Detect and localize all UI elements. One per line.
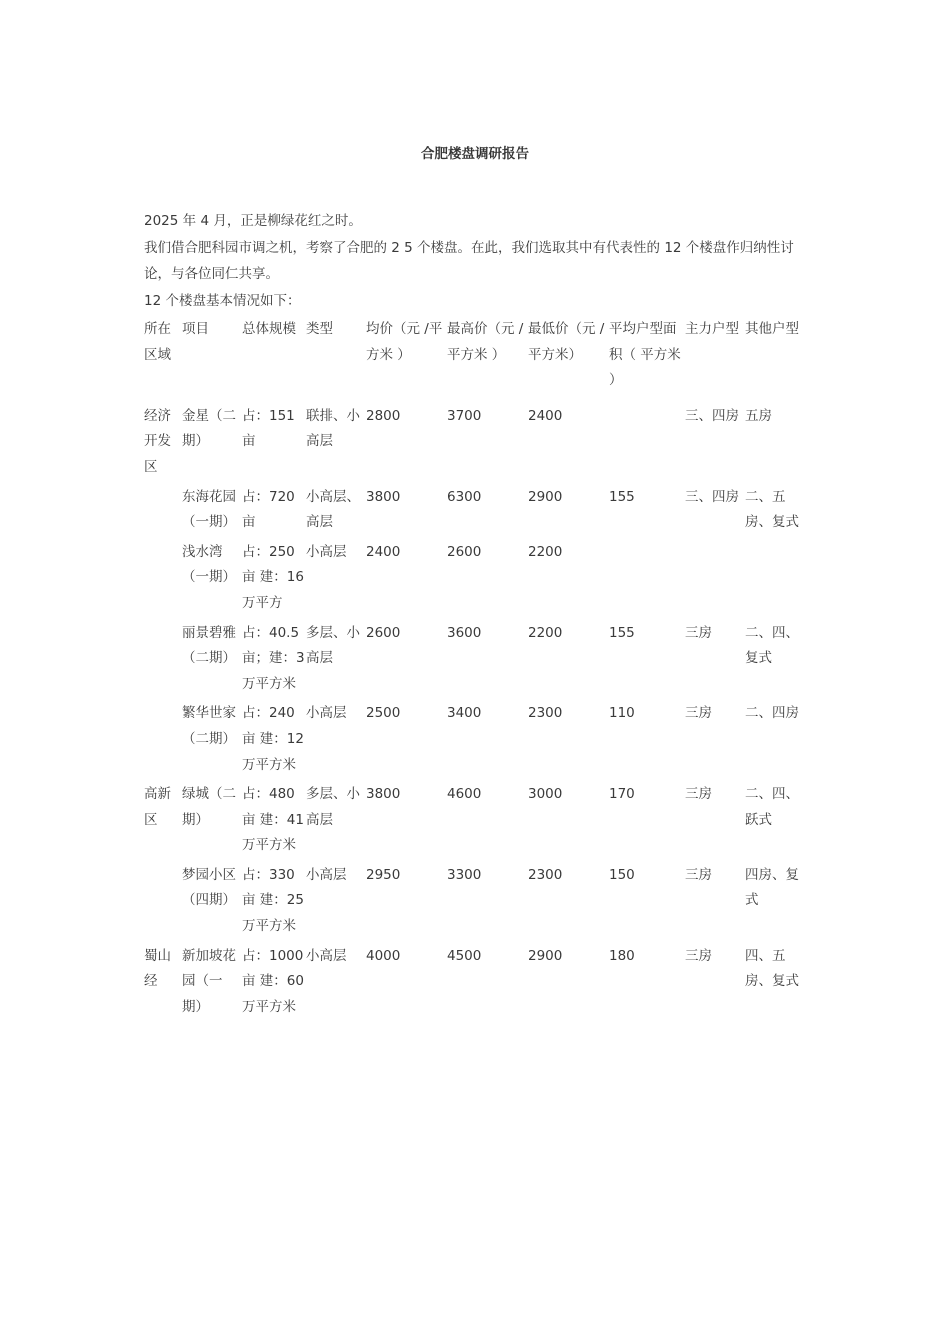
cell-max-price: 6300 (447, 488, 482, 505)
cell-avg-area (609, 540, 685, 621)
cell-district (144, 863, 182, 944)
cell-avg-area: 150 (609, 866, 635, 883)
cell-project: 梦园小区（四期） (182, 866, 236, 909)
cell-max-price: 3700 (447, 407, 482, 424)
cell-avg-price: 3800 (366, 488, 401, 505)
cell-type: 多层、小高层 (306, 786, 360, 828)
cell-scale: 占：330 亩 建：25 万平方米 (242, 866, 304, 935)
cell-type: 小高层 (306, 866, 347, 883)
cell-scale: 占：250 亩 建：16 万平方 (242, 543, 304, 611)
cell-project: 繁华世家（二期） (182, 705, 236, 747)
cell-main-layout (685, 540, 745, 621)
cell-district (144, 621, 182, 702)
cell-scale: 占：720 亩 (242, 488, 295, 531)
cell-avg-area: 155 (609, 624, 635, 641)
intro-paragraph: 我们借合肥科园市调之机，考察了合肥的 2 5 个楼盘。在此，我们选取其中有代表性的 12 个楼盘作归纳性讨论，与各位同仁共享。 (144, 240, 794, 282)
header-main-layout: 主力户型 (685, 321, 739, 337)
intro-date-line: 2025 年 4 月，正是柳绿花红之时。 (144, 213, 362, 229)
cell-type: 小高层 (306, 705, 347, 722)
cell-other-layout: 五房 (745, 407, 772, 424)
table-header-row (144, 317, 808, 404)
cell-project: 绿城（二期） (182, 786, 236, 828)
cell-avg-price: 2600 (366, 624, 401, 641)
cell-district (144, 485, 182, 540)
header-min-price: 最低价（元 /平方米） (528, 321, 605, 363)
cell-other-layout: 二、四、跃式 (745, 786, 799, 828)
cell-max-price: 4500 (447, 947, 482, 964)
cell-main-layout: 三房 (685, 786, 712, 803)
header-other-layout: 其他户型 (745, 321, 799, 337)
cell-main-layout: 三、四房 (685, 407, 739, 424)
cell-min-price: 2300 (528, 705, 563, 722)
cell-min-price: 2200 (528, 624, 563, 641)
header-project: 项目 (182, 321, 209, 337)
cell-main-layout: 三房 (685, 624, 712, 641)
cell-district (144, 540, 182, 621)
header-avg-price: 均价（元 /平方米 ） (366, 321, 443, 363)
cell-other-layout: 四房、复式 (745, 866, 799, 909)
table-row (144, 404, 808, 485)
table-row (144, 863, 808, 944)
table-row (144, 701, 808, 782)
cell-min-price: 2300 (528, 866, 563, 883)
cell-min-price: 2400 (528, 407, 563, 424)
cell-max-price: 3600 (447, 624, 482, 641)
cell-scale: 占：480 亩 建：41 万平方米 (242, 786, 304, 854)
table-row (144, 782, 808, 863)
property-table (144, 317, 808, 1024)
table-row (144, 621, 808, 702)
header-type: 类型 (306, 321, 333, 337)
cell-avg-area: 180 (609, 947, 635, 964)
table-intro-line: 12 个楼盘基本情况如下： (144, 293, 301, 309)
cell-district: 蜀山经 (144, 947, 171, 990)
cell-other-layout: 四、五房、复式 (745, 947, 799, 990)
table-row (144, 485, 808, 540)
cell-main-layout: 三房 (685, 947, 712, 964)
cell-avg-price: 2800 (366, 407, 401, 424)
cell-type: 小高层、高层 (306, 488, 360, 531)
cell-project: 金星（二期） (182, 407, 236, 450)
cell-avg-price: 2500 (366, 705, 401, 722)
cell-avg-area: 155 (609, 488, 635, 505)
cell-type: 小高层 (306, 543, 347, 560)
cell-other-layout (745, 540, 808, 621)
cell-avg-area: 170 (609, 786, 635, 803)
cell-main-layout: 三房 (685, 705, 712, 722)
cell-district (144, 701, 182, 782)
cell-other-layout: 二、五房、复式 (745, 488, 799, 531)
header-max-price: 最高价（元 /平方米 ） (447, 321, 524, 363)
cell-scale: 占：40.5 亩；建：3 万平方米 (242, 624, 305, 692)
cell-district: 高新区 (144, 786, 171, 828)
table-row (144, 944, 808, 1025)
cell-project: 丽景碧雅（二期） (182, 624, 236, 667)
document-title: 合肥楼盘调研报告 (421, 146, 529, 162)
cell-other-layout: 二、四房 (745, 705, 799, 722)
header-scale: 总体规模 (242, 321, 296, 337)
cell-project: 东海花园（一期） (182, 488, 236, 531)
cell-avg-price: 2950 (366, 866, 401, 883)
cell-district: 经济开发区 (144, 407, 171, 475)
cell-min-price: 3000 (528, 786, 563, 803)
cell-avg-price: 2400 (366, 543, 401, 560)
cell-main-layout: 三、四房 (685, 488, 739, 505)
cell-max-price: 3300 (447, 866, 482, 883)
table-row (144, 540, 808, 621)
cell-avg-area (609, 404, 685, 485)
cell-type: 小高层 (306, 947, 347, 964)
cell-avg-price: 4000 (366, 947, 401, 964)
header-avg-area: 平均户型面积（ 平方米 ） (609, 321, 681, 389)
cell-min-price: 2900 (528, 488, 563, 505)
cell-max-price: 3400 (447, 705, 482, 722)
cell-avg-price: 3800 (366, 786, 401, 803)
cell-project: 浅水湾（一期） (182, 543, 236, 586)
cell-type: 多层、小高层 (306, 624, 360, 667)
cell-main-layout: 三房 (685, 866, 712, 883)
cell-max-price: 4600 (447, 786, 482, 803)
cell-type: 联排、小高层 (306, 407, 360, 450)
cell-min-price: 2900 (528, 947, 563, 964)
cell-min-price: 2200 (528, 543, 563, 560)
cell-avg-area: 110 (609, 705, 635, 722)
cell-scale: 占：240 亩 建：12 万平方米 (242, 705, 304, 773)
cell-other-layout: 二、四、复式 (745, 624, 799, 667)
cell-project: 新加坡花园（一期） (182, 947, 236, 1015)
cell-scale: 占：151 亩 (242, 407, 295, 450)
cell-max-price: 2600 (447, 543, 482, 560)
header-district: 所在区域 (144, 321, 171, 363)
cell-scale: 占：1000 亩 建：60 万平方米 (242, 947, 304, 1015)
